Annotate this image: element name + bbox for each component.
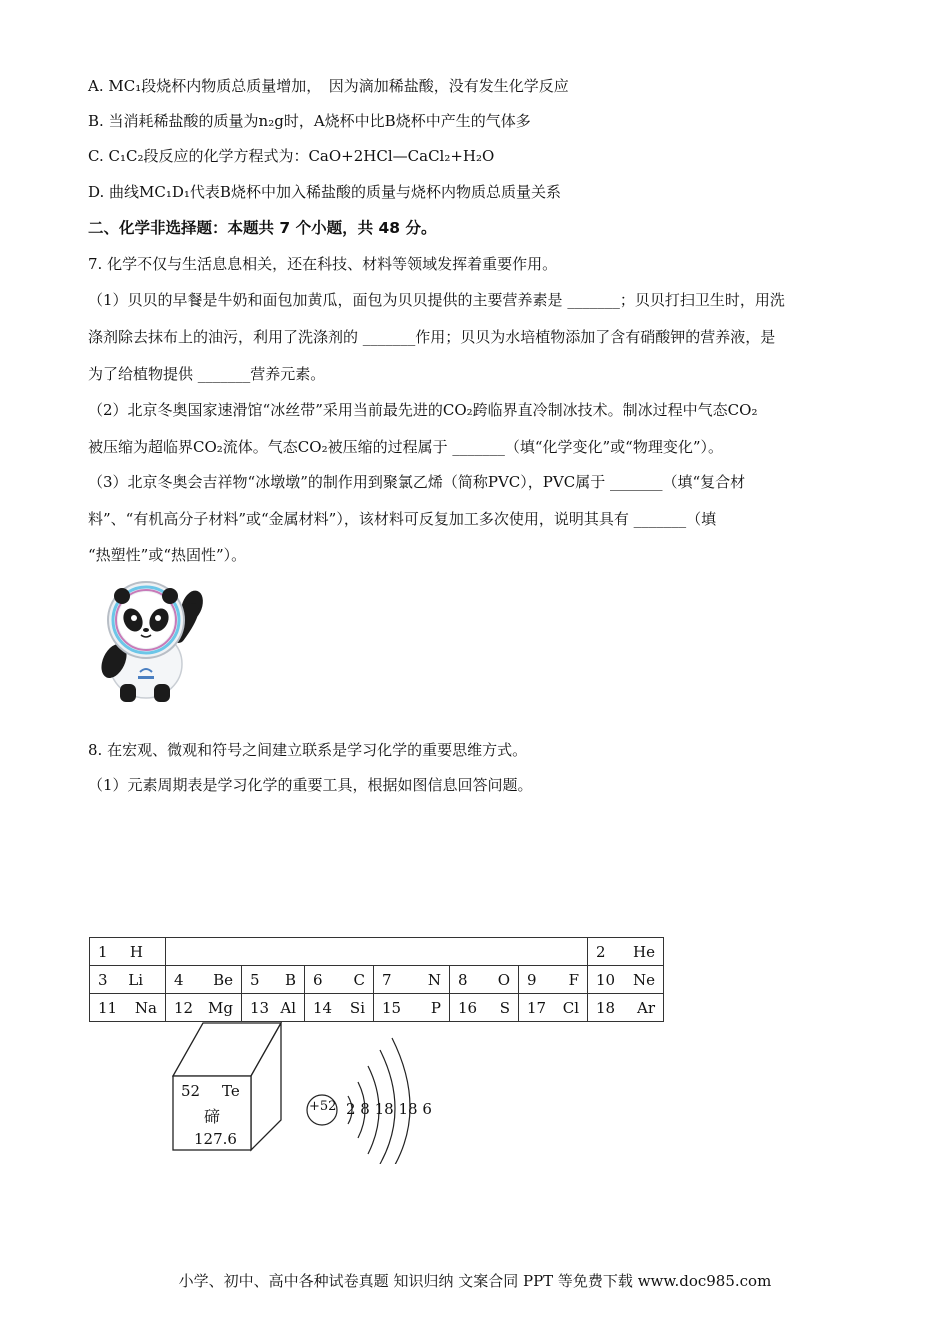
option-c: C. C₁C₂段反应的化学方程式为：CaO+2HCl—CaCl₂+H₂O: [88, 147, 495, 165]
q8-part1: （1）元素周期表是学习化学的重要工具，根据如图信息回答问题。: [88, 776, 533, 794]
element-cell-al: 13 Al: [242, 994, 305, 1022]
element-cell-ne: 10 Ne: [588, 966, 664, 994]
option-b: B. 当消耗稀盐酸的质量为n₂g时，A烧杯中比B烧杯中产生的气体多: [88, 112, 531, 130]
q7-stem: 7. 化学不仅与生活息息相关，还在科技、材料等领域发挥着重要作用。: [88, 255, 558, 273]
q7-part1-line3: 为了给植物提供 _______营养元素。: [88, 365, 326, 383]
element-cell-h: 1 H: [90, 938, 166, 966]
tellurium-name: 碲: [204, 1107, 221, 1126]
element-cell-o: 8 O: [450, 966, 519, 994]
element-cell-s: 16 S: [450, 994, 519, 1022]
element-cell-be: 4 Be: [166, 966, 242, 994]
tellurium-atomic-mass: 127.6: [194, 1130, 237, 1148]
periodic-table-gap: [166, 938, 588, 966]
element-cell-c: 6 C: [305, 966, 374, 994]
element-cell-ar: 18 Ar: [588, 994, 664, 1022]
element-cell-he: 2 He: [588, 938, 664, 966]
section-title: 二、化学非选择题：本题共 7 个小题，共 48 分。: [88, 219, 437, 237]
q7-part1-line2: 涤剂除去抹布上的油污，利用了洗涤剂的 _______作用；贝贝为水培植物添加了含有硝酸钾的营养液，是: [88, 328, 776, 346]
periodic-table: [89, 937, 664, 1022]
element-cell-si: 14 Si: [305, 994, 374, 1022]
tellurium-symbol: Te: [222, 1082, 240, 1100]
q7-part3-line3: “热塑性”或“热固性”）。: [88, 546, 247, 564]
element-cell-p: 15 P: [374, 994, 450, 1022]
page-footer: 小学、初中、高中各种试卷真题 知识归纳 文案合同 PPT 等免费下载 www.doc985.com: [178, 1272, 772, 1290]
nucleus-charge: +52: [309, 1099, 337, 1114]
element-cell-n: 7 N: [374, 966, 450, 994]
q7-part1-line1: （1）贝贝的早餐是牛奶和面包加黄瓜，面包为贝贝提供的主要营养素是 _______；贝贝打扫卫生时，用洗: [88, 291, 785, 309]
q7-part3-line1: （3）北京冬奥会吉祥物“冰墩墩”的制作用到聚氯乙烯（简称PVC），PVC属于 _______（填“复合材: [88, 473, 746, 491]
element-cell-b: 5 B: [242, 966, 305, 994]
element-cell-li: 3 Li: [90, 966, 166, 994]
element-cell-na: 11 Na: [90, 994, 166, 1022]
element-cell-mg: 12 Mg: [166, 994, 242, 1022]
option-a: A. MC₁段烧杯内物质总质量增加， 因为滴加稀盐酸，没有发生化学反应: [88, 77, 569, 95]
q7-part2-line1: （2）北京冬奥国家速滑馆“冰丝带”采用当前最先进的CO₂跨临界直冷制冰技术。制冰过程中气态CO₂: [88, 401, 758, 419]
bing-dwen-dwen-mascot-image: [86, 576, 218, 704]
q8-stem: 8. 在宏观、微观和符号之间建立联系是学习化学的重要思维方式。: [88, 741, 528, 759]
q7-part3-line2: 料”、“有机高分子材料”或“金属材料”），该材料可反复加工多次使用，说明其具有 _______（填: [88, 510, 717, 528]
tellurium-atomic-number: 52: [181, 1082, 201, 1100]
element-cell-cl: 17 Cl: [519, 994, 588, 1022]
option-d: D. 曲线MC₁D₁代表B烧杯中加入稀盐酸的质量与烧杯内物质总质量关系: [88, 183, 561, 201]
element-cell-f: 9 F: [519, 966, 588, 994]
electron-shell-counts: 2 8 18 18 6: [346, 1100, 432, 1118]
q7-part2-line2: 被压缩为超临界CO₂流体。气态CO₂被压缩的过程属于 _______（填“化学变化”或“物理变化”）。: [88, 438, 724, 456]
